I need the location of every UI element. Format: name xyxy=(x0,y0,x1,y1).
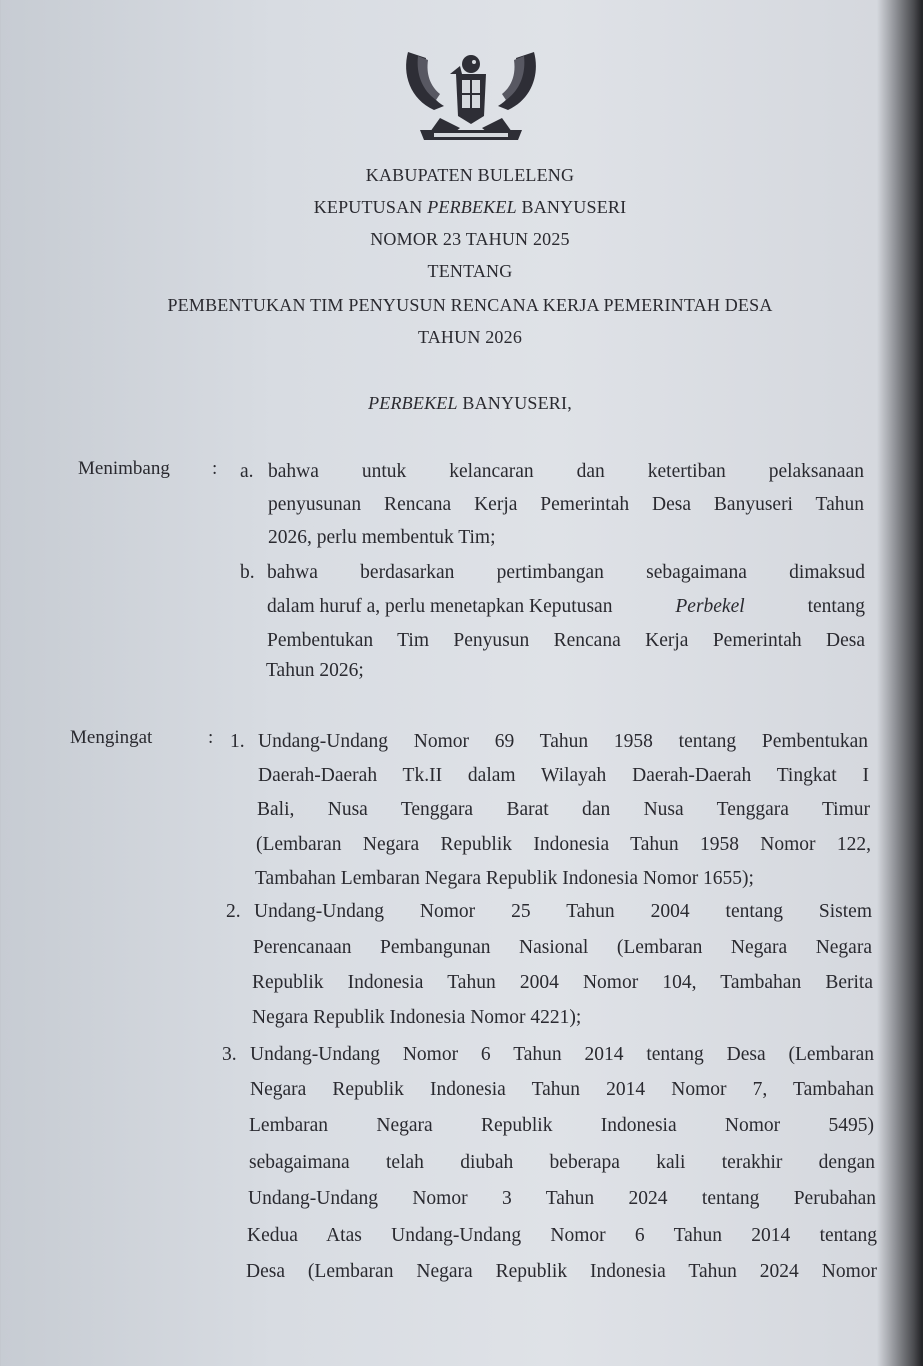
garuda-emblem-icon xyxy=(400,44,542,144)
menimbang-b-line-2: dalam huruf a, perlu menetapkan Keputusan Perbekel tentang xyxy=(267,596,865,617)
mengingat-2-line-2: Perencanaan Pembangunan Nasional (Lembaran Negara Negara xyxy=(253,937,872,958)
mengingat-1-line-2: Daerah-Daerah Tk.II dalam Wilayah Daerah-Daerah Tingkat I xyxy=(258,765,869,786)
mengingat-3-line-3: Lembaran Negara Republik Indonesia Nomor 5495) xyxy=(249,1115,874,1136)
mengingat-2-line-1: Undang-Undang Nomor 25 Tahun 2004 tentang Sistem xyxy=(254,901,872,922)
mengingat-marker-2: 2. xyxy=(226,901,241,922)
menimbang-marker-a: a. xyxy=(240,461,254,482)
about-label: TENTANG xyxy=(427,261,513,281)
menimbang-b-line-4: Tahun 2026; xyxy=(266,660,364,681)
mengingat-1-line-1: Undang-Undang Nomor 69 Tahun 1958 tentang Pembentukan xyxy=(258,731,868,752)
menimbang-b-line-1: bahwa berdasarkan pertimbangan sebagaimana dimaksud xyxy=(267,562,865,583)
decree-title: KEPUTUSAN PERBEKEL BANYUSERI xyxy=(313,197,627,217)
mengingat-marker-3: 3. xyxy=(222,1044,237,1065)
mengingat-1-line-4: (Lembaran Negara Republik Indonesia Tahun 1958 Nomor 122, xyxy=(256,834,871,855)
menimbang-marker-b: b. xyxy=(240,562,255,583)
mengingat-3-line-7: Desa (Lembaran Negara Republik Indonesia Tahun 2024 Nomor xyxy=(246,1261,877,1282)
mengingat-3-line-2: Negara Republik Indonesia Tahun 2014 Nomor 7, Tambahan xyxy=(250,1079,874,1100)
menimbang-colon: : xyxy=(212,458,218,479)
mengingat-marker-1: 1. xyxy=(230,731,245,752)
regency-title: KABUPATEN BULELENG xyxy=(365,165,575,185)
mengingat-1-line-5: Tambahan Lembaran Negara Republik Indonesia Nomor 1655); xyxy=(255,868,754,889)
mengingat-1-line-3: Bali, Nusa Tenggara Barat dan Nusa Tenggara Timur xyxy=(257,799,870,820)
menimbang-a-line-2: penyusunan Rencana Kerja Pemerintah Desa Banyuseri Tahun xyxy=(268,494,864,515)
menimbang-a-line-3: 2026, perlu membentuk Tim; xyxy=(268,527,496,548)
mengingat-3-line-6: Kedua Atas Undang-Undang Nomor 6 Tahun 2014 tentang xyxy=(247,1225,877,1246)
subject-line-1: PEMBENTUKAN TIM PENYUSUN RENCANA KERJA PEMERINTAH DESA xyxy=(167,295,773,315)
official-title: PERBEKEL BANYUSERI, xyxy=(368,393,572,413)
mengingat-3-line-1: Undang-Undang Nomor 6 Tahun 2014 tentang Desa (Lembaran xyxy=(250,1044,874,1065)
decree-number: NOMOR 23 TAHUN 2025 xyxy=(370,229,570,249)
mengingat-label: Mengingat xyxy=(70,727,153,748)
menimbang-label: Menimbang xyxy=(78,458,170,479)
subject-line-2: TAHUN 2026 xyxy=(417,327,523,347)
mengingat-3-line-4: sebagaimana telah diubah beberapa kali terakhir dengan xyxy=(249,1152,875,1173)
mengingat-3-line-5: Undang-Undang Nomor 3 Tahun 2024 tentang Perubahan xyxy=(248,1188,876,1209)
menimbang-a-line-1: bahwa untuk kelancaran dan ketertiban pelaksanaan xyxy=(268,461,864,482)
mengingat-colon: : xyxy=(208,727,214,748)
mengingat-2-line-3: Republik Indonesia Tahun 2004 Nomor 104, Tambahan Berita xyxy=(252,972,873,993)
mengingat-2-line-4: Negara Republik Indonesia Nomor 4221); xyxy=(252,1007,582,1028)
menimbang-b-line-3: Pembentukan Tim Penyusun Rencana Kerja Pemerintah Desa xyxy=(267,630,865,651)
